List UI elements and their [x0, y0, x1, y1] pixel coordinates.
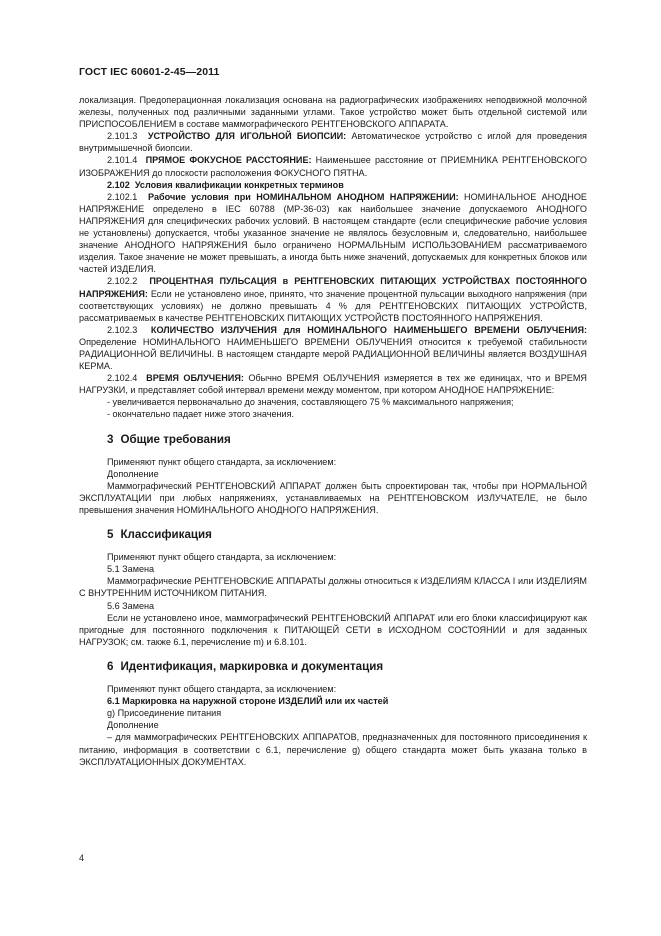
clause-2-102-1: [79, 191, 587, 276]
clause-number: 2.102.3: [107, 324, 138, 335]
section-number: 5: [107, 528, 114, 542]
section-6-text: – для маммографических РЕНТГЕНОВСКИХ АППАРАТОВ, предназначенных для постоянного присоединения к питанию, информация в соответствии с 6.1, перечисление g) общего стандарта может быть указана только в ЭКСПЛУАТАЦИОННЫХ ДОКУМЕНТАХ.: [79, 732, 587, 767]
section-heading-6: [107, 661, 587, 673]
section-intro: Применяют пункт общего стандарта, за исключением:: [107, 552, 337, 563]
list-item: - окончательно падает ниже этого значения.: [107, 409, 295, 420]
section-title: Идентификация, маркировка и документация: [120, 659, 384, 673]
document-header: ГОСТ IEC 60601-2-45—2011: [79, 66, 220, 78]
section-number: 6: [107, 659, 114, 673]
addition-label: Дополнение: [107, 720, 159, 731]
clause-2-102-3: [79, 324, 587, 372]
list-item-g: g) Присоединение питания: [107, 708, 222, 719]
clause-2-102-2: [79, 275, 587, 323]
section-number: 3: [107, 432, 114, 446]
clause-term: ПРЯМОЕ ФОКУСНОЕ РАССТОЯНИЕ:: [145, 155, 312, 166]
clause-2-101-4: [79, 154, 587, 178]
subclause-6-1-heading: 6.1 Маркировка на наружной стороне ИЗДЕЛИЙ или их частей: [107, 696, 389, 707]
clause-term: ПРОЦЕНТНАЯ ПУЛЬСАЦИЯ в РЕНТГЕНОВСКИХ ПИТАЮЩИХ УСТРОЙСТВАХ ПОСТОЯННОГО НАПРЯЖЕНИЯ:: [79, 276, 587, 299]
subclause-5-6-heading: 5.6 Замена: [107, 600, 155, 611]
page-body: [79, 94, 587, 768]
clause-number: 2.102.1: [107, 191, 138, 202]
clause-text: Автоматическое устройство с иглой для проведения внутримышечной биопсии.: [79, 131, 587, 154]
section-title: Общие требования: [120, 432, 231, 446]
section-title: Классификация: [120, 528, 212, 542]
addition-label: Дополнение: [107, 468, 159, 479]
clause-number: 2.102.2: [107, 276, 138, 287]
clause-text: Наименьшее расстояние от ПРИЕМНИКА РЕНТГЕНОВСКОГО ИЗОБРАЖЕНИЯ до плоскости расположения ФОКУСНОГО ПЯТНА.: [79, 155, 587, 178]
section-heading-3: [107, 434, 587, 446]
section-intro: Применяют пункт общего стандарта, за исключением:: [107, 684, 337, 695]
clause-number: 2.101.3: [107, 131, 138, 142]
section-intro: Применяют пункт общего стандарта, за исключением:: [107, 456, 337, 467]
clause-term: ВРЕМЯ ОБЛУЧЕНИЯ:: [146, 373, 244, 384]
section-heading-5: [107, 529, 587, 541]
clause-number: 2.102: [107, 179, 130, 190]
clause-text: Определение НОМИНАЛЬНОГО НАИМЕНЬШЕГО ВРЕМЕНИ ОБЛУЧЕНИЯ относится к требуемой стабильности РАДИАЦИОННОЙ ВЕЛИЧИНЫ. В настоящем стандарте мерой РАДИАЦИОННОЙ ВЕЛИЧИНЫ является ВОЗДУШНАЯ КЕРМА.: [79, 336, 587, 372]
clause-2-101-3: [79, 130, 587, 154]
section-3-text: Маммографический РЕНТГЕНОВСКИЙ АППАРАТ должен быть спроектирован так, чтобы при НОРМАЛЬНОЙ ЭКСПЛУАТАЦИИ при любых напряжениях, устанавливаемых на РЕНТГЕНОВСКОМ ИЗЛУЧАТЕЛЕ, не было превышения значения НОМИНАЛЬНОГО АНОДНОГО НАПРЯЖЕНИЯ.: [79, 480, 587, 515]
clause-number: 2.102.4: [107, 373, 138, 384]
page-number: 4: [79, 853, 85, 863]
clause-title: Условия квалификации конкретных терминов: [134, 179, 344, 190]
subclause-5-1-text: Маммографические РЕНТГЕНОВСКИЕ АППАРАТЫ должны относиться к ИЗДЕЛИЯМ КЛАССА I или ИЗДЕЛИЯМ С ВНУТРЕННИМ ИСТОЧНИКОМ ПИТАНИЯ.: [79, 576, 587, 599]
clause-term: УСТРОЙСТВО ДЛЯ ИГОЛЬНОЙ БИОПСИИ:: [147, 131, 347, 142]
clause-number: 2.101.4: [107, 155, 138, 166]
clause-text: Обычно ВРЕМЯ ОБЛУЧЕНИЯ измеряется в тех же единицах, что и ВРЕМЯ НАГРУЗКИ, и представляет собой интервал времени между моментом, при котором АНОДНОЕ НАПРЯЖЕНИЕ:: [79, 373, 587, 396]
paragraph-localization: локализация. Предоперационная локализация основана на радиографических изображениях неподвижной молочной железы, полученных под различными заданными углами. Такое устройство может быть отдельной системой или ПРИСПОСОБЛЕНИЕМ в составе маммографического РЕНТГЕНОВСКОГО АППАРАТА.: [79, 95, 587, 130]
clause-term: КОЛИЧЕСТВО ИЗЛУЧЕНИЯ для НОМИНАЛЬНОГО НАИМЕНЬШЕГО ВРЕМЕНИ ОБЛУЧЕНИЯ:: [150, 324, 588, 335]
subclause-5-1-heading: 5.1 Замена: [107, 564, 155, 575]
clause-term: Рабочие условия при НОМИНАЛЬНОМ АНОДНОМ НАПРЯЖЕНИИ:: [148, 191, 459, 202]
list-item: - увеличивается первоначально до значения, составляющего 75 % максимального напряжения;: [107, 397, 514, 408]
clause-2-102: [79, 179, 587, 191]
subclause-5-6-text: Если не установлено иное, маммографический РЕНТГЕНОВСКИЙ АППАРАТ или его блоки классифицируют как пригодные для постоянного подключения к ПИТАЮЩЕЙ СЕТИ в ИСХОДНОМ СОСТОЯНИИ и для заданных НАГРУЗОК; см. также 6.1, перечисление m) и 6.8.101.: [79, 612, 587, 647]
clause-text: Если не установлено иное, принято, что значение процентной пульсации выходного напряжения (при соответствующих условиях) не должно превышать 4 % для РЕНТГЕНОВСКИХ ПИТАЮЩИХ УСТРОЙСТВ, рассматриваемых в качестве РЕНТГЕНОВСКИХ ПИТАЮЩИХ УСТРОЙСТВ ПОСТОЯННОГО НАПРЯЖЕНИЯ.: [79, 288, 587, 323]
clause-2-102-4: [79, 372, 587, 396]
clause-text: НОМИНАЛЬНОЕ АНОДНОЕ НАПРЯЖЕНИЕ определено в IEC 60788 (МР-36-03) как наибольшее значение допускаемого АНОДНОГО НАПРЯЖЕНИЯ для специфических рабочих условий. В настоящем стандарте (если специфические рабочие условия не установлены) допускается, чтобы указанное значение не являлось безусловным и, следовательно, наибольшее значение АНОДНОГО НАПРЯЖЕНИЯ было ограничено НОРМАЛЬНЫМ ИСПОЛЬЗОВАНИЕМ рассматриваемого изделия. Такое значение не может превышать, а иногда быть ниже значений, допускаемых для конкретных блоков или частей ИЗДЕЛИЯ.: [79, 191, 587, 275]
